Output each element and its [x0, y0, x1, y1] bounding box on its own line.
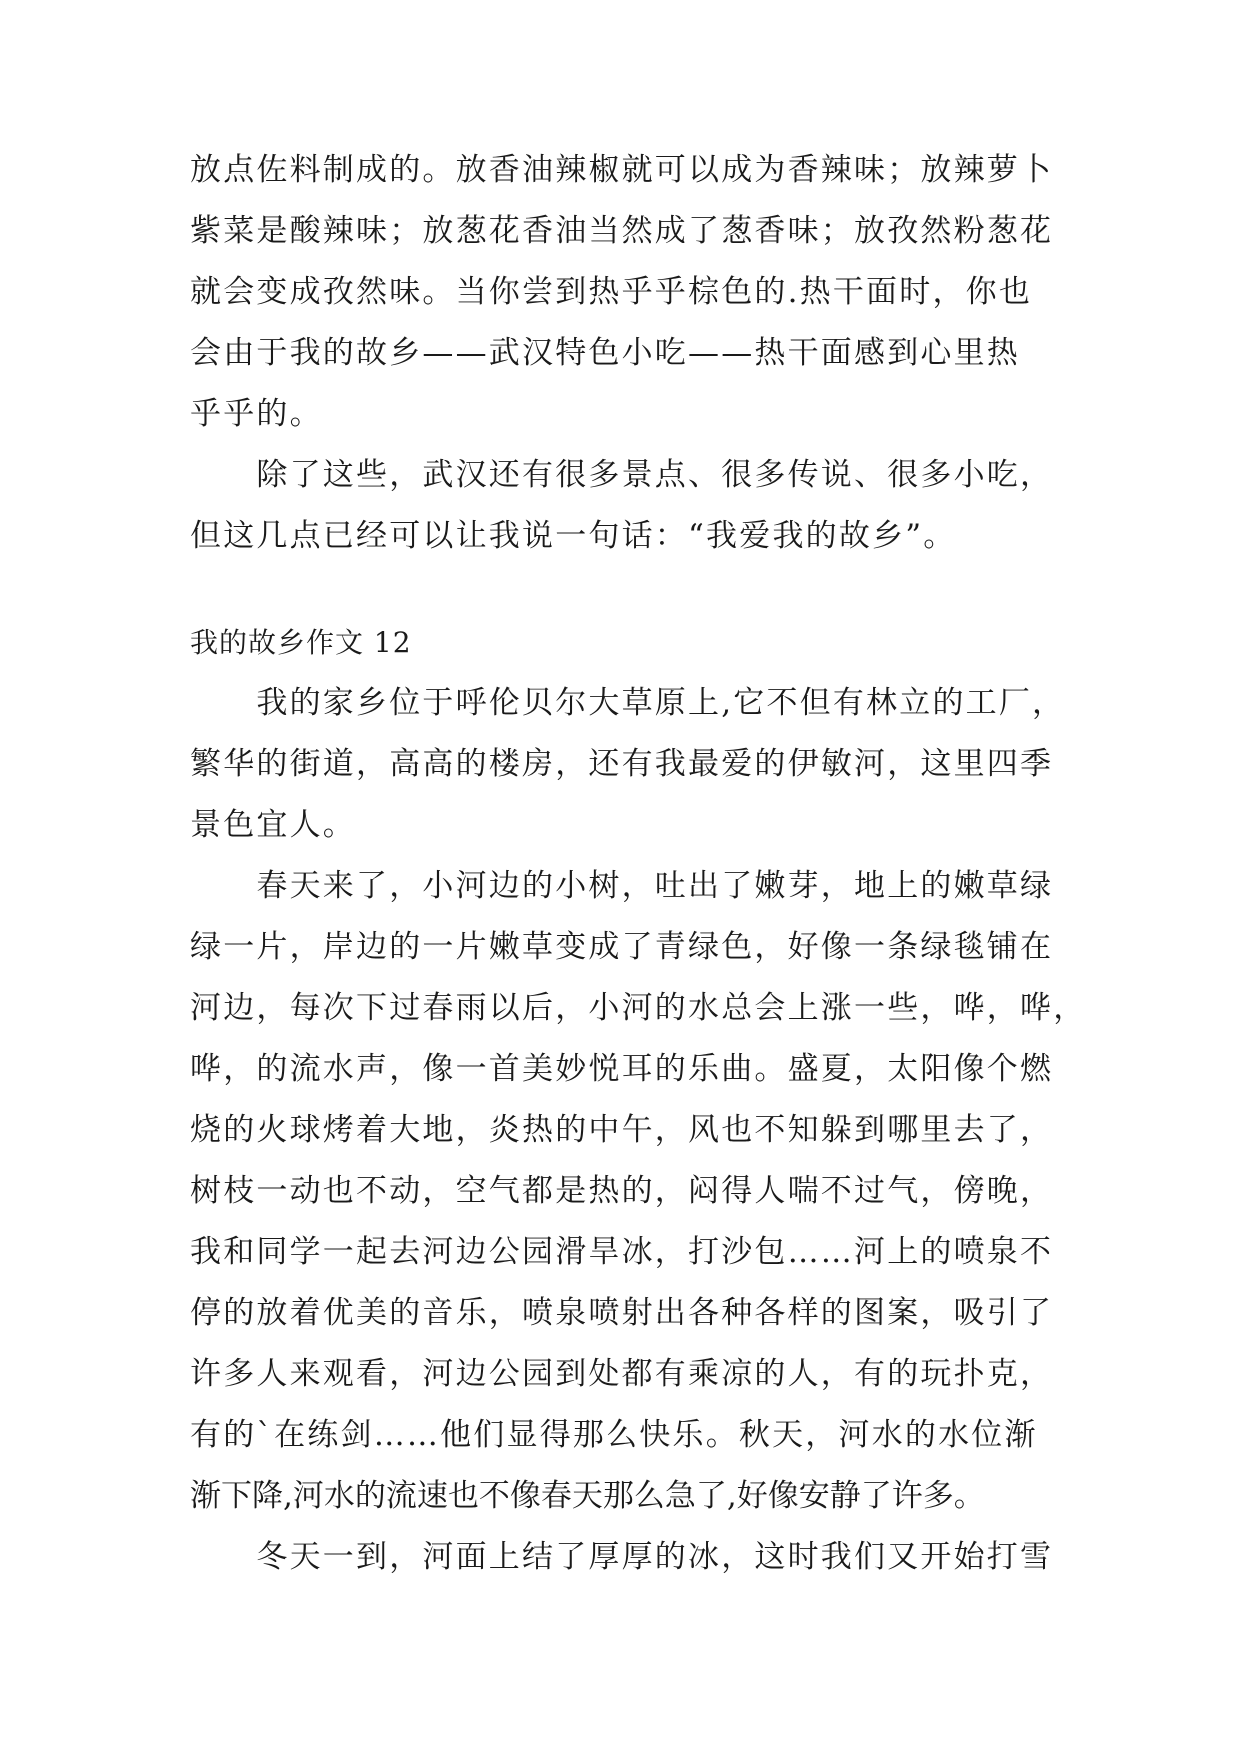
paragraph-line: 会由于我的故乡——武汉特色小吃——热干面感到心里热	[190, 335, 1020, 371]
section-heading: 我的故乡作文 12	[190, 626, 412, 659]
essay-line: 春天来了，小河边的小树，吐出了嫩芽，地上的嫩草绿	[190, 868, 1054, 904]
essay-line: 河边，每次下过春雨以后，小河的水总会上涨一些，哗，哗，	[190, 990, 1087, 1026]
essay-line: 许多人来观看，河边公园到处都有乘凉的人，有的玩扑克，	[190, 1356, 1054, 1392]
essay-line: 景色宜人。	[190, 807, 356, 843]
essay-line: 烧的火球烤着大地，炎热的中午，风也不知躲到哪里去了，	[190, 1112, 1054, 1148]
essay-line: 渐下降,河水的流速也不像春天那么急了,好像安静了许多。	[190, 1478, 985, 1514]
paragraph-line: 除了这些，武汉还有很多景点、很多传说、很多小吃，	[190, 457, 1054, 493]
essay-line: 我和同学一起去河边公园滑旱冰，打沙包……河上的喷泉不	[190, 1234, 1054, 1270]
paragraph-line: 放点佐料制成的。放香油辣椒就可以成为香辣味；放辣萝卜	[190, 152, 1054, 188]
essay-line: 哗，的流水声，像一首美妙悦耳的乐曲。盛夏，太阳像个燃	[190, 1051, 1054, 1087]
essay-line: 冬天一到，河面上结了厚厚的冰，这时我们又开始打雪	[190, 1539, 1054, 1575]
essay-line: 有的`在练剑……他们显得那么快乐。秋天，河水的水位渐	[190, 1417, 1038, 1453]
paragraph-line: 乎乎的。	[190, 396, 323, 432]
paragraph-line: 紫菜是酸辣味；放葱花香油当然成了葱香味；放孜然粉葱花	[190, 213, 1054, 249]
essay-line: 绿一片，岸边的一片嫩草变成了青绿色，好像一条绿毯铺在	[190, 929, 1054, 965]
essay-line: 树枝一动也不动，空气都是热的，闷得人喘不过气，傍晚，	[190, 1173, 1054, 1209]
essay-line: 繁华的街道，高高的楼房，还有我最爱的伊敏河，这里四季	[190, 746, 1054, 782]
essay-line: 停的放着优美的音乐，喷泉喷射出各种各样的图案，吸引了	[190, 1295, 1054, 1331]
paragraph-line: 就会变成孜然味。当你尝到热乎乎棕色的.热干面时，你也	[190, 274, 1033, 310]
essay-line: 我的家乡位于呼伦贝尔大草原上,它不但有林立的工厂，	[190, 685, 1066, 721]
paragraph-line: 但这几点已经可以让我说一句话：“我爱我的故乡”。	[190, 518, 957, 554]
